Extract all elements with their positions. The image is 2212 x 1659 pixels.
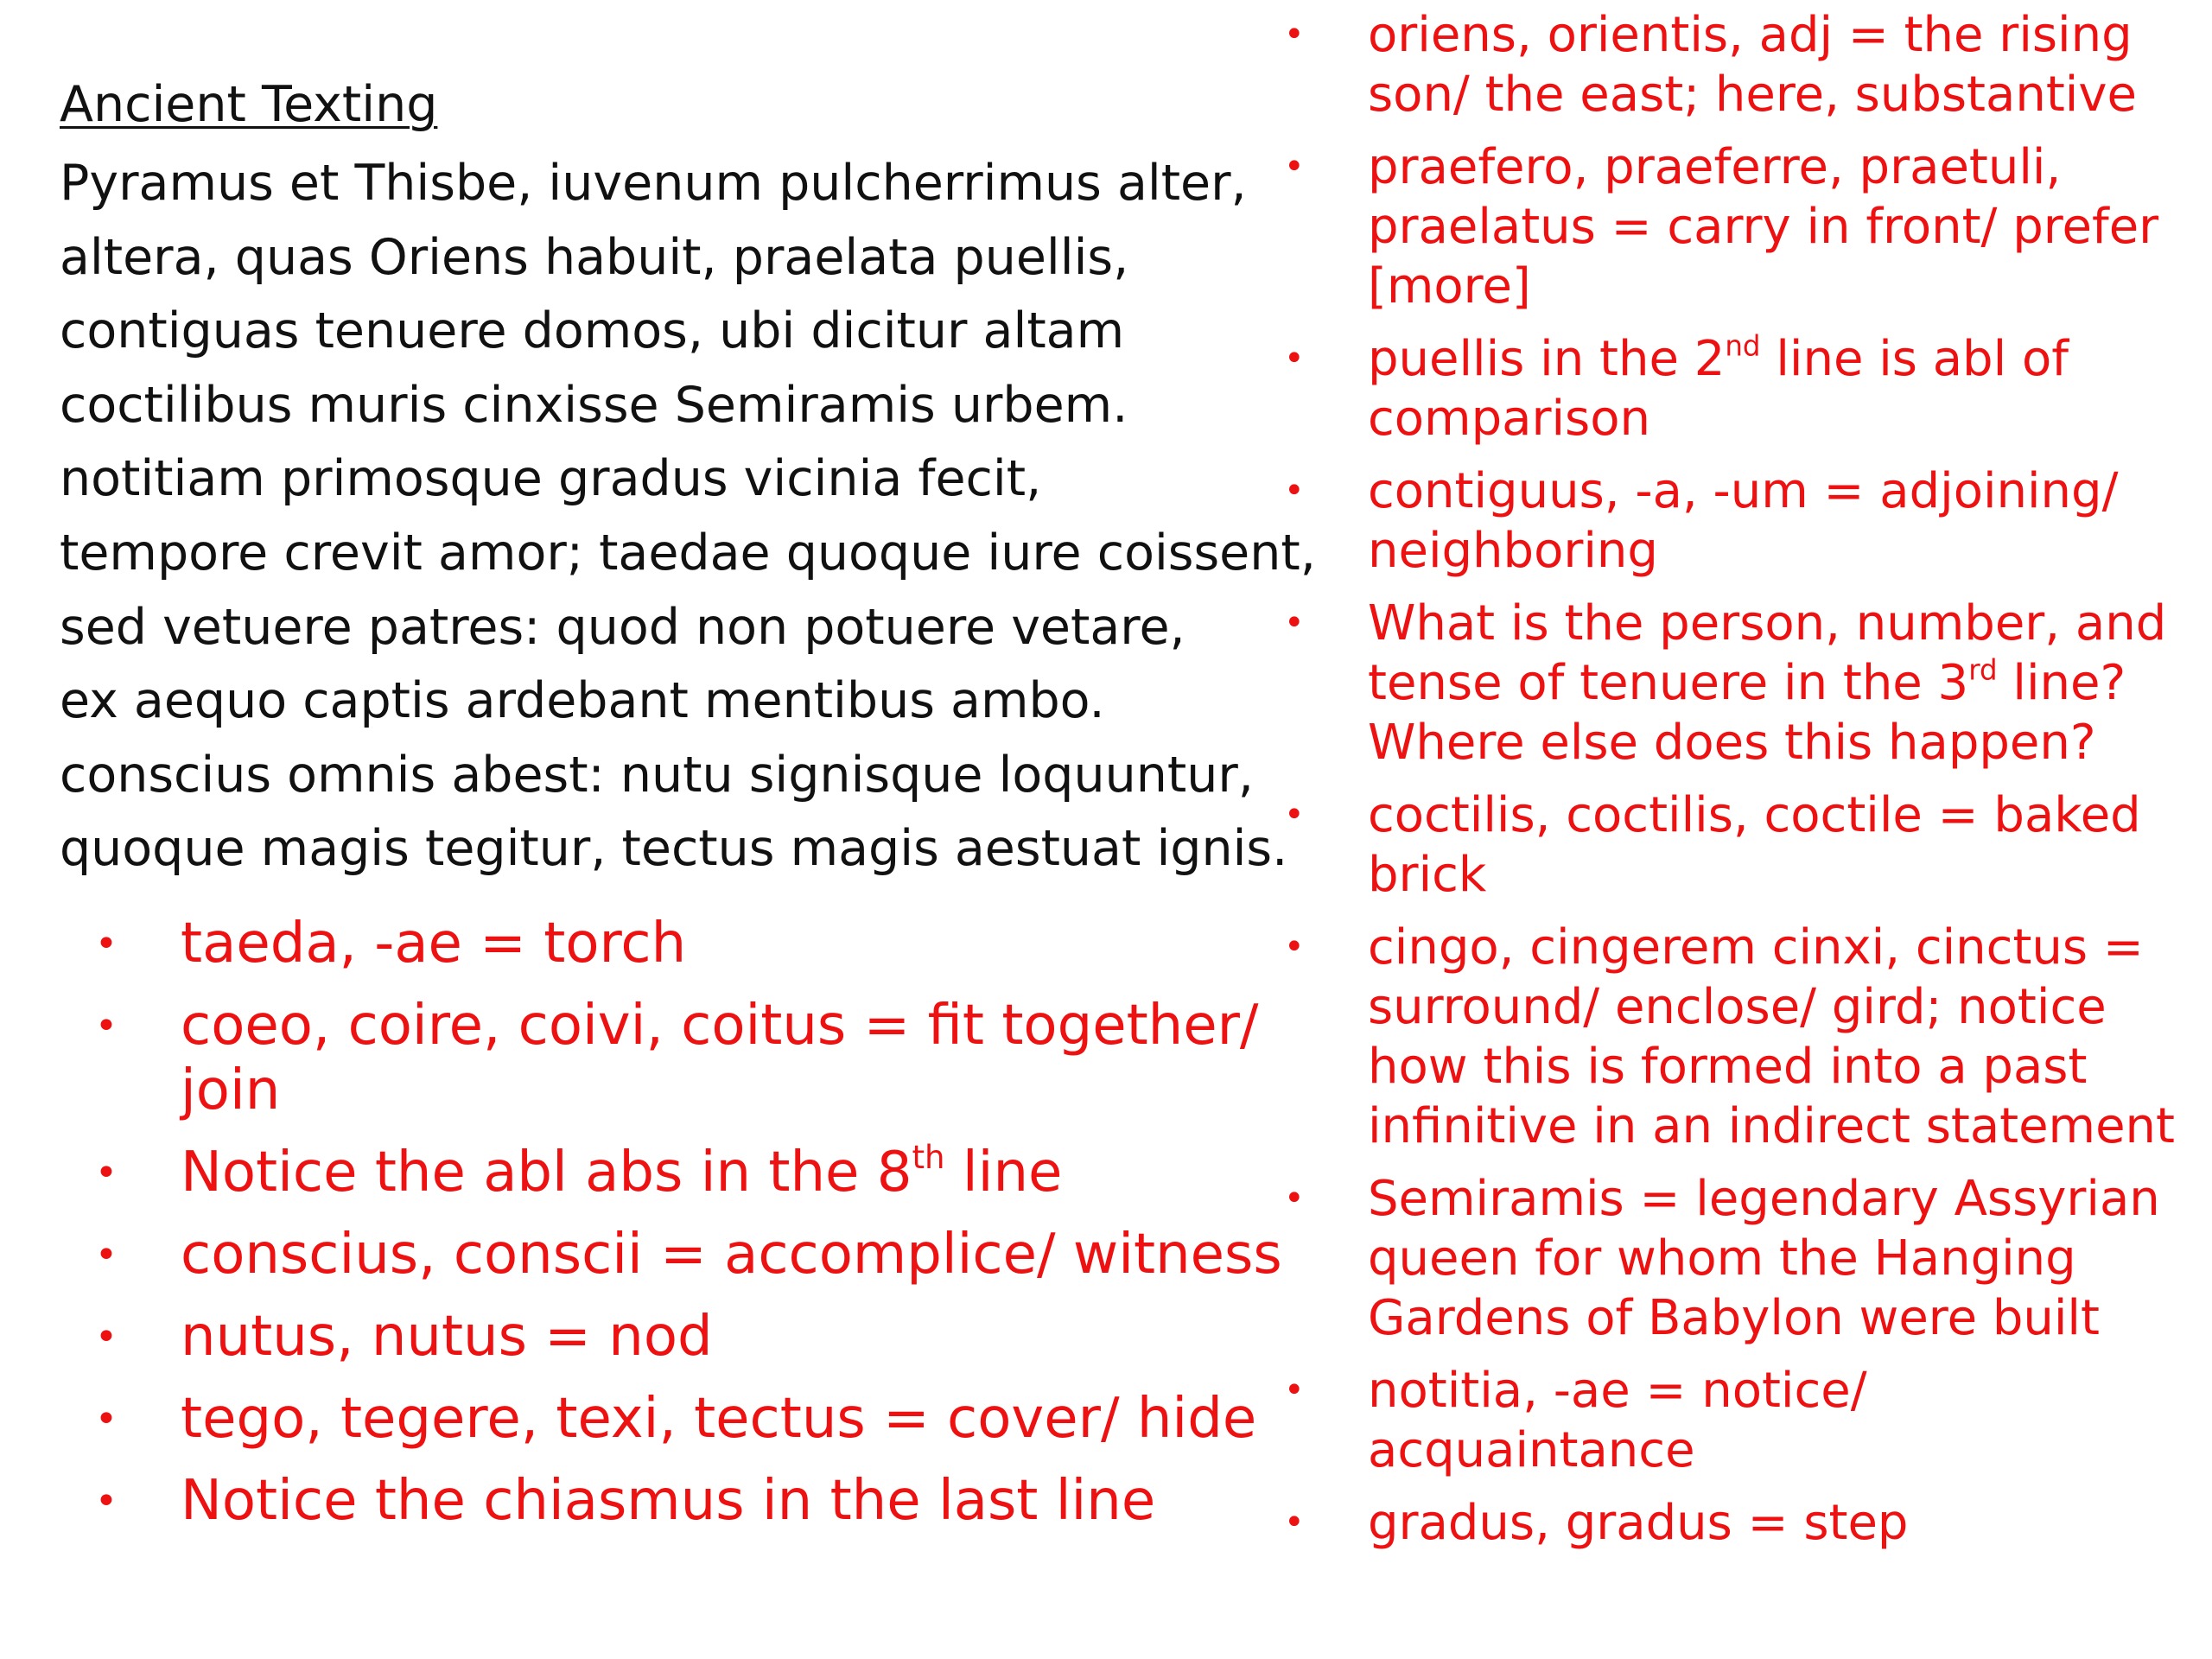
bullet-icon: •: [1284, 471, 1305, 511]
bullet-icon: •: [1284, 1179, 1305, 1218]
note-tenuere-question: [1270, 594, 2175, 772]
note-text: praefero, praeferre, praetuli,: [1368, 139, 2062, 195]
note-semiramis: [1270, 1169, 2175, 1348]
note-text: cingo, cingerem cinxi, cinctus =: [1368, 919, 2144, 976]
note-text: nutus, nutus = nod: [181, 1305, 713, 1369]
note-praefero: [1270, 137, 2175, 316]
bullet-icon: •: [95, 1397, 118, 1441]
bullet-icon: •: [1284, 1503, 1305, 1542]
poem-text: [60, 147, 1316, 887]
note-text: join: [181, 1058, 281, 1122]
poem-line-6: tempore crevit amor; taedae quoque iure coissent,: [60, 524, 1316, 582]
note-contiguus: [1270, 461, 2175, 581]
note-coeo: [95, 994, 1282, 1123]
poem-line-3: contiguas tenuere domos, ubi dicitur altam: [60, 302, 1125, 360]
note-cingo: [1270, 918, 2175, 1156]
note-text: queen for whom the Hanging: [1368, 1230, 2076, 1287]
note-text: coctilis, coctilis, coctile = baked: [1368, 787, 2141, 843]
poem-line-9: conscius omnis abest: nutu signisque loquuntur,: [60, 746, 1254, 804]
poem-line-7: sed vetuere patres: quod non potuere vetare,: [60, 598, 1185, 656]
ordinal-suffix: nd: [1725, 329, 1761, 363]
bullet-icon: •: [95, 1004, 118, 1048]
note-text: conscius, conscii = accomplice/ witness: [181, 1223, 1282, 1287]
note-gradus: [1270, 1493, 2175, 1553]
bullet-icon: •: [1284, 603, 1305, 643]
note-taeda: [95, 912, 1282, 976]
ordinal-suffix: th: [912, 1139, 945, 1177]
note-text: brick: [1368, 847, 1487, 903]
bullet-icon: •: [1284, 927, 1305, 967]
bullet-icon: •: [95, 1233, 118, 1277]
vocab-notes-right: [1270, 5, 2175, 1566]
poem-line-2: altera, quas Oriens habuit, praelata puellis,: [60, 228, 1129, 286]
note-text: comparison: [1368, 391, 1650, 447]
note-text: taeda, -ae = torch: [181, 912, 687, 976]
note-tego: [95, 1387, 1282, 1452]
bullet-icon: •: [95, 1151, 118, 1195]
note-text: surround/ enclose/ gird; notice: [1368, 979, 2107, 1035]
bullet-icon: •: [95, 1479, 118, 1523]
note-oriens: [1270, 5, 2175, 124]
note-nutus: [95, 1305, 1282, 1370]
note-text: coeo, coire, coivi, coitus = fit together/: [181, 994, 1259, 1058]
note-text: infinitive in an indirect statement: [1368, 1098, 2176, 1154]
note-text: tego, tegere, texi, tectus = cover/ hide: [181, 1387, 1257, 1451]
note-text: acquaintance: [1368, 1422, 1695, 1478]
bullet-icon: •: [1284, 1370, 1305, 1410]
note-text: son/ the east; here, substantive: [1368, 67, 2137, 123]
poem-line-10: quoque magis tegitur, tectus magis aestuat ignis.: [60, 820, 1288, 878]
note-text: [more]: [1368, 258, 1531, 315]
note-text: puellis in the 2: [1368, 331, 1726, 387]
poem-line-1: Pyramus et Thisbe, iuvenum pulcherrimus alter,: [60, 155, 1247, 212]
note-text: Gardens of Babylon were built: [1368, 1290, 2100, 1346]
bullet-icon: •: [95, 1315, 118, 1359]
note-text: how this is formed into a past: [1368, 1039, 2088, 1095]
note-text: line is abl of: [1760, 331, 2069, 387]
note-text: praelatus = carry in front/ prefer: [1368, 199, 2159, 255]
note-text: line: [944, 1141, 1063, 1205]
bullet-icon: •: [1284, 147, 1305, 187]
note-abl-abs: [95, 1141, 1282, 1205]
note-text: Semiramis = legendary Assyrian: [1368, 1171, 2160, 1227]
note-text: Notice the abl abs in the 8: [181, 1141, 912, 1205]
slide-title: Ancient Texting: [60, 76, 438, 133]
note-text: tense of tenuere in the 3: [1368, 655, 1969, 711]
note-conscius: [95, 1223, 1282, 1287]
bullet-icon: •: [1284, 339, 1305, 378]
poem-line-4: coctilibus muris cinxisse Semiramis urbem.: [60, 376, 1128, 434]
ordinal-suffix: rd: [1968, 653, 1998, 687]
bullet-icon: •: [95, 922, 118, 966]
note-text: Where else does this happen?: [1368, 715, 2096, 771]
note-text: line?: [1997, 655, 2126, 711]
note-text: What is the person, number, and: [1368, 595, 2167, 652]
note-text: oriens, orientis, adj = the rising: [1368, 7, 2133, 63]
note-coctilis: [1270, 785, 2175, 905]
note-notitia: [1270, 1361, 2175, 1480]
note-text: neighboring: [1368, 523, 1658, 579]
bullet-icon: •: [1284, 795, 1305, 835]
note-text: gradus, gradus = step: [1368, 1495, 1909, 1551]
note-puellis: [1270, 329, 2175, 448]
poem-line-5: notitiam primosque gradus vicinia fecit,: [60, 450, 1042, 508]
vocab-notes-left: [95, 912, 1282, 1551]
note-chiasmus: [95, 1469, 1282, 1534]
note-text: notitia, -ae = notice/: [1368, 1363, 1867, 1419]
note-text: Notice the chiasmus in the last line: [181, 1469, 1156, 1533]
poem-line-8: ex aequo captis ardebant mentibus ambo.: [60, 672, 1105, 730]
note-text: contiguus, -a, -um = adjoining/: [1368, 463, 2119, 519]
bullet-icon: •: [1284, 15, 1305, 54]
